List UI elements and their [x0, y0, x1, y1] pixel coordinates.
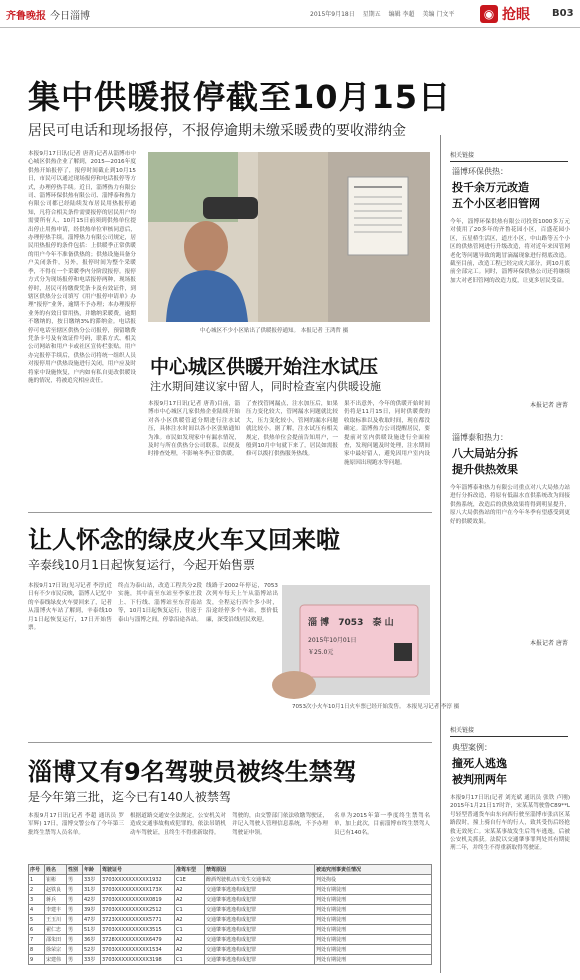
- masthead: [6, 7, 90, 22]
- table-cell: A2: [175, 885, 205, 895]
- related-links-tag-2: 相关链接: [450, 725, 568, 737]
- table-cell: 交通肇事逃逸构成犯罪: [205, 885, 315, 895]
- sidebar2-byline: 本报记者 唐菁: [530, 640, 568, 647]
- table-cell: 3703XXXXXXXXXX0819: [101, 895, 175, 905]
- issue-weekday: 星期五: [362, 11, 381, 18]
- sidebar1-headline-line2: 五个小区老旧管网: [452, 197, 540, 210]
- table-cell: 4: [29, 905, 45, 915]
- table-body: [29, 875, 432, 965]
- table-cell: 33岁: [83, 875, 101, 885]
- table-cell: 男: [67, 885, 83, 895]
- sidebar1-byline: 本报记者 唐菁: [530, 402, 568, 409]
- related-links-tag: 相关链接: [450, 150, 568, 162]
- table-row: [29, 875, 432, 885]
- column-header: 驾驶证号: [101, 865, 175, 875]
- table-cell: 交通肇事逃逸构成犯罪: [205, 935, 315, 945]
- table-cell: 翟仁忠: [45, 925, 67, 935]
- table-cell: 交通肇事逃逸构成犯罪: [205, 895, 315, 905]
- table-cell: 31岁: [83, 885, 101, 895]
- table-cell: 判处有期徒刑: [315, 885, 432, 895]
- table-cell: C1: [175, 955, 205, 965]
- table-cell: A2: [175, 895, 205, 905]
- table-cell: 男: [67, 915, 83, 925]
- column-header: 性别: [67, 865, 83, 875]
- column-header: 被追究刑事责任情况: [315, 865, 432, 875]
- table-cell: 宋建伟: [45, 955, 67, 965]
- table-cell: 交通肇事逃逸构成犯罪: [205, 905, 315, 915]
- table-cell: 3728XXXXXXXXXX6479: [101, 935, 175, 945]
- table-cell: 9: [29, 955, 45, 965]
- story3-subhead: 辛泰线10月1日起恢复运行，今起开始售票: [28, 558, 255, 572]
- table-cell: A2: [175, 915, 205, 925]
- table-cell: 男: [67, 945, 83, 955]
- column-header: 准驾车型: [175, 865, 205, 875]
- table-row: [29, 885, 432, 895]
- table-cell: C1E: [175, 875, 205, 885]
- table-cell: 醉酒驾驶机动车发生交通事故: [205, 875, 315, 885]
- table-cell: 42岁: [83, 895, 101, 905]
- table-cell: 判处拘役: [315, 875, 432, 885]
- table-cell: 3703XXXXXXXXXX1932: [101, 875, 175, 885]
- table-cell: 赵铁良: [45, 885, 67, 895]
- table-cell: C1: [175, 905, 205, 915]
- sidebar3-headline-line1: 撞死人逃逸: [452, 757, 507, 770]
- table-cell: 判处有期徒刑: [315, 895, 432, 905]
- table-row: [29, 915, 432, 925]
- story3-photo: [282, 585, 430, 695]
- table-row: [29, 895, 432, 905]
- table-cell: 3723XXXXXXXXXX5771: [101, 915, 175, 925]
- table-cell: 判处有期徒刑: [315, 945, 432, 955]
- designer-credit: 美编 门文平: [422, 11, 455, 18]
- table-cell: 39岁: [83, 905, 101, 915]
- table-cell: 男: [67, 935, 83, 945]
- table-cell: A2: [175, 935, 205, 945]
- sidebar3-source: 典型案例：: [452, 743, 492, 752]
- table-cell: 判处有期徒刑: [315, 915, 432, 925]
- table-cell: 邵朱田: [45, 935, 67, 945]
- table-cell: 3703XXXXXXXXXX1534: [101, 945, 175, 955]
- ticket-from: 淄 博: [308, 618, 330, 628]
- table-cell: 6: [29, 925, 45, 935]
- story1-body: 本报9月17日讯(记者 唐菁)记者从淄博市中心城区供热企业了解到，2015—2016年度供热开始报停了，报停时间截止到10月15日，市民可以通过现场报停和电话报停等方式，办理停热手续。近日，淄博热力有限公司、淄博环保供热有限公司、淄博泰和热力有限公司都已经陆续发布居民用热报停通知，凡符合相关条件需要报停的居民用户均需要所有人、10月15日前须到供热单位提出停止用热申请，经供热单位审核同意后，办理停热手续。淄博热力有限公司规定，居民用热报停的条件包括：上供暖季正常供暖的用户今年不准备供热的；供热设施具备分户关闭条件，另外，报停时间为整个采暖季，不得在一个采暖季内分阶段报停。报停方式分为现场报停和电话报停两种，现场报停时，居民可持缴费凭条卡及有效证件，到辖区供热分公司填写《用户报停申请单》办理“报停”业务，逾期不予办理；本办理报停业务的有效日常用热，并缴纳采暖费，逾期不缴纳的，按日缴纳3%的滞纳金。电话报停可电话至辖区供热分公司报停，预留缴费凭条卡号及有效证件号码，联系方式、相关公司网站和用户卡或社区宣传栏张贴。用户办完报停手续后，供热公司将统一组织人员对报停用户供热设施进行关闭，用户应及时将家中设施恢复，户内如有私自更改供暖设施的情况，将被追究相应责任。: [28, 151, 136, 384]
- story4-column-1: 本报9月17日讯(记者 李超 通讯员 罗军辉) 17日，淄博交警公布了今年第三批终生禁驾人员名单。: [28, 813, 124, 836]
- table-cell: 交通肇事逃逸构成犯罪: [205, 945, 315, 955]
- table-cell: 判处有期徒刑: [315, 935, 432, 945]
- table-cell: 交通肇事逃逸构成犯罪: [205, 955, 315, 965]
- story3-column-1: 本报9月17日讯(见习记者 李淳)近日有不少市民反映，淄博人记忆中的辛泰线绿皮火车要回来了，记者从淄博火车站了解到，辛泰线10月1日起恢复运行，17日开始售票。: [28, 583, 112, 632]
- story3-column-2: 终点为泰山站，改造工程共分2段实施，其中南至东站至李家庄段上、下行线、淄博站至东营南站等，10月1日起恢复运行，往返于泰山与淄博之间，停靠沿途各站。: [118, 583, 202, 623]
- issue-date: 2015年9月18日: [310, 11, 355, 18]
- table-cell: 7: [29, 935, 45, 945]
- masthead-title: 齐鲁晚报: [6, 11, 46, 22]
- story2-column-1: 本报9月17日讯(记者 唐菁)目前，淄博市中心城区几家供热企业陆续开始对各小区供暖管道分期进行注水试压，具体注水时间以各小区张贴通知为准。市民如发现家中有漏水情况，及时与所在供热分公司联系，以便及时排查处理，不影响冬季正常供暖。: [148, 401, 240, 458]
- story3-headline: 让人怀念的绿皮火车又回来啦: [28, 526, 340, 554]
- table-cell: 8: [29, 945, 45, 955]
- story3-column-3: 线路于2002年停运，7053次列车每天上午从淄博站出发，全程运行四个多小时，沿途经停多个车站，票价低廉，深受沿线居民欢迎。: [206, 583, 278, 623]
- story1-photo: [148, 152, 430, 322]
- table-cell: 47岁: [83, 915, 101, 925]
- column-header: 姓名: [45, 865, 67, 875]
- table-cell: 李建丰: [45, 905, 67, 915]
- sidebar3-headline-line2: 被判刑两年: [452, 773, 507, 786]
- ticket-date: 2015年10月01日: [308, 637, 357, 644]
- table-cell: 崔彬: [45, 875, 67, 885]
- story2-headline: 中心城区供暖开始注水试压: [150, 356, 379, 378]
- table-cell: 男: [67, 895, 83, 905]
- table-cell: 2: [29, 885, 45, 895]
- brand-logo: [480, 4, 542, 24]
- section-name: 今日淄博: [50, 11, 90, 22]
- page-header: [0, 0, 580, 28]
- story1-subhead: 居民可电话和现场报停，不报停逾期未缴采暖费的要收滞纳金: [28, 123, 406, 139]
- table-cell: 蒋兵: [45, 895, 67, 905]
- table-cell: 36岁: [83, 935, 101, 945]
- dateline: [310, 9, 460, 18]
- sidebar2-headline-line1: 八大局站分拆: [452, 447, 518, 460]
- table-cell: 男: [67, 925, 83, 935]
- page-number: B03: [552, 8, 574, 19]
- column-header: 禁驾原因: [205, 865, 315, 875]
- ticket-price: ￥25.0元: [308, 649, 334, 656]
- table-cell: 3703XXXXXXXXXX173X: [101, 885, 175, 895]
- table-header-row: [29, 865, 432, 875]
- column-header: 年龄: [83, 865, 101, 875]
- table-cell: 5: [29, 915, 45, 925]
- table-cell: 交通肇事逃逸构成犯罪: [205, 925, 315, 935]
- table-row: [29, 935, 432, 945]
- sidebar2-body: 今年淄博泰和热力有限公司重点对八大局热力站进行分拆改造，将原有低温水直供系统改为间接供热系统，改造后的供热效果将得到明显提升，原八大局供热站的用户在今年冬季有望感受到更好的供暖效果。: [450, 485, 570, 525]
- table-cell: 33岁: [83, 955, 101, 965]
- table-cell: 男: [67, 905, 83, 915]
- table-cell: 王玉川: [45, 915, 67, 925]
- table-cell: 52岁: [83, 945, 101, 955]
- story4-subhead: 是今年第三批，迄今已有140人被禁驾: [28, 790, 231, 804]
- table-cell: 3703XXXXXXXXXX2512: [101, 905, 175, 915]
- table-cell: 判处有期徒刑: [315, 955, 432, 965]
- story3-photo-caption: 7053次小火车10月1日火车票已经开始发售。 本报见习记者 李淳 摄: [292, 704, 460, 710]
- brand-text: 抢眼: [502, 7, 530, 23]
- table-cell: 1: [29, 875, 45, 885]
- sidebar1-body: 今年，淄博环保供热有限公司投资1000多万元对使用了20多年的齐鲁花园小区，百盛花园小区，五星桥生活区，道庄小区，中山路等五个小区的供热管网进行升级改造，将对近年来因管网老化等问题导致的跑冒滴漏现象进行彻底改造。截至目前，改造工程已经完成大部分，到10月底前全部完工。同时，淄博环保供热公司还将继续加大对老旧管网的改造力度，让更多居民受益。: [450, 219, 570, 284]
- table-cell: 判处有期徒刑: [315, 905, 432, 915]
- table-cell: 3703XXXXXXXXXX3515: [101, 925, 175, 935]
- story4-column-4: 名单为2015年第一季度终生禁驾名单，加上此次，目前淄博市终生禁驾人员已有140名。: [334, 813, 430, 836]
- story2-subhead: 注水期间建议家中留人，同时检查室内供暖设施: [150, 380, 381, 393]
- column-header: 序号: [29, 865, 45, 875]
- ticket-to: 泰 山: [372, 618, 394, 628]
- ticket-train: 7053: [338, 618, 364, 628]
- story2-column-3: 果不出意外，今年的供暖开始时间仍将是11月15日，同时供暖费的收取标准以及收取时间，现在都没确定。淄博热力公司提醒居民，要提前对室内供暖设施进行全面检查，发现问题及时处理，注水期间家中最好留人，避免因用户室内设施原因出现跑水等问题。: [344, 401, 430, 466]
- story1-headline: 集中供暖报停截至10月15日: [28, 78, 452, 116]
- editor-credit: 编辑 李超: [388, 11, 415, 18]
- table-cell: 51岁: [83, 925, 101, 935]
- sidebar1-headline-line1: 投千余万元改造: [452, 181, 529, 194]
- table-row: [29, 905, 432, 915]
- table-row: [29, 925, 432, 935]
- table-cell: 男: [67, 875, 83, 885]
- table-cell: C1: [175, 925, 205, 935]
- divider: [28, 742, 432, 743]
- story2-column-2: 了查找管网漏点，注水加压后，如果压力变化较大，管网漏水问题就比较大，压力变化较小，管网的漏水问题就比较小。据了解，注水试压有相关规定，供热单位会提前告知用户，一般到10月中旬就下来了，居民如需报修可以拨打供热服务热线。: [246, 401, 338, 458]
- sidebar2-headline-line2: 提升供热效果: [452, 463, 518, 476]
- story4-headline: 淄博又有9名驾驶员被终生禁驾: [28, 758, 357, 786]
- table-cell: 判处有期徒刑: [315, 925, 432, 935]
- table-cell: 男: [67, 955, 83, 965]
- sidebar2-source: 淄博泰和热力：: [452, 433, 508, 442]
- sidebar3-body: 本报9月17日讯(记者 刘光斌 通讯员 张铁 卢刚) 2015年1月21日17时许，宋某某驾驶鲁C89**L号轻型普通货车由东向西行驶至淄博市张店区某路段时，撞上骑自行车的行人，致其受伤后经抢救无效死亡。宋某某事故发生后驾车逃逸，后被公安机关抓获。法院以交通肇事罪判处其有期徒刑二年，并终生不得重新取得驾驶证。: [450, 795, 570, 852]
- table-cell: 3703XXXXXXXXXX3198: [101, 955, 175, 965]
- table-row: [29, 955, 432, 965]
- column-divider: [440, 135, 441, 973]
- story1-photo-caption: 中心城区不少小区贴出了供暖报停通知。 本报记者 王鸿哲 摄: [200, 328, 349, 334]
- ticket-route: [308, 615, 394, 628]
- eye-icon: ◉: [480, 5, 498, 23]
- banned-drivers-table: [28, 864, 432, 965]
- sidebar1-source: 淄博环保供热：: [452, 167, 508, 176]
- table-cell: 交通肇事逃逸构成犯罪: [205, 915, 315, 925]
- table-cell: 3: [29, 895, 45, 905]
- story4-column-3: 驾驶的，由交警部门依法收缴驾驶证，并记入驾驶人管理信息系统，不予办理驾驶证申领。: [232, 813, 328, 836]
- table-row: [29, 945, 432, 955]
- divider: [28, 512, 432, 513]
- table-cell: 徐荣宗: [45, 945, 67, 955]
- story4-column-2: 根据道路交通安全法规定，公安机关对造成交通事故构成犯罪的，依法吊销机动车驾驶证，且终生不得重新取得。: [130, 813, 226, 836]
- table-cell: A2: [175, 945, 205, 955]
